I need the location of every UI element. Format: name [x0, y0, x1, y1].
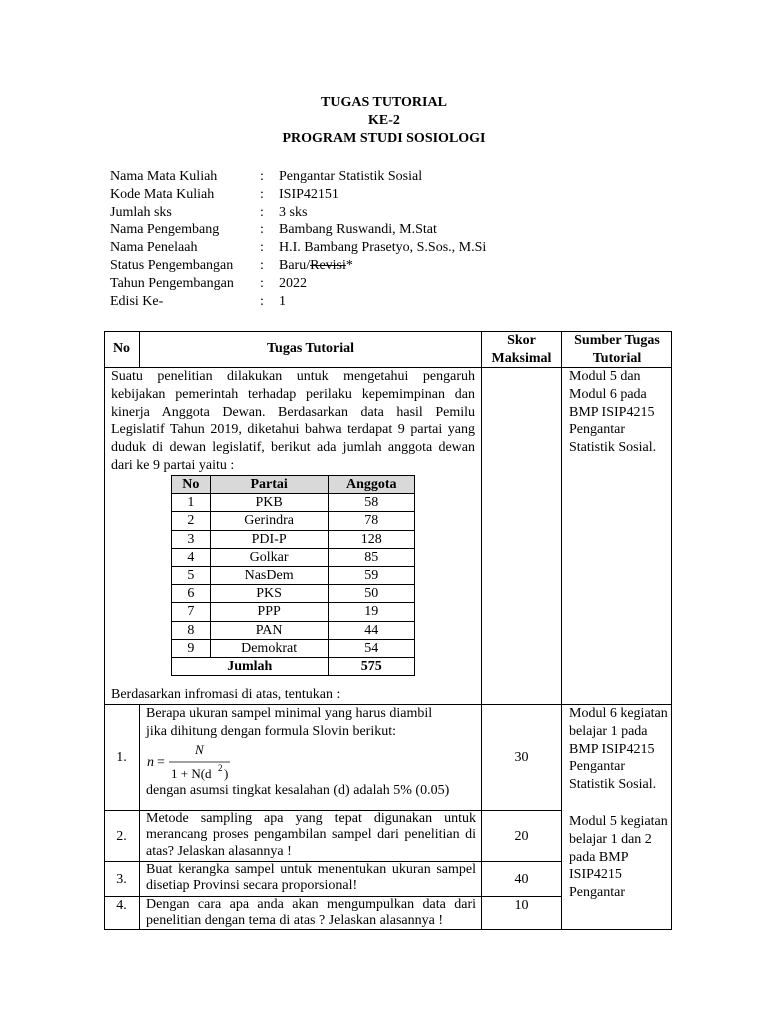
status-asterisk: *	[345, 257, 353, 273]
q1-text-line2: jika dihitung dengan formula Slovin berikut:	[146, 724, 397, 739]
q2-score: 20	[514, 829, 529, 844]
q3-text: Buat kerangka sampel untuk menentukan ukuran sampel disetiap Provinsi secara proporsional!	[146, 862, 476, 894]
info-key: Tahun Pengembangan	[110, 275, 234, 291]
cell-members: 54	[328, 639, 414, 657]
q234-source: Modul 5 kegiatan belajar 1 dan 2 pada BMP ISIP4215 Pengantar	[569, 814, 668, 901]
info-key: Jumlah sks	[110, 204, 172, 220]
cell-members: 59	[328, 566, 414, 584]
q1-text-line3: dengan asumsi tingkat kesalahan (d) adalah 5% (0.05)	[146, 783, 450, 798]
q4-number: 4.	[116, 898, 127, 913]
cell-party: PKB	[210, 494, 328, 512]
info-row	[110, 257, 486, 275]
table-row	[172, 494, 415, 512]
cell-no: 3	[172, 530, 211, 548]
header-no: No	[112, 341, 131, 356]
info-value	[279, 257, 486, 275]
cell-party: Golkar	[210, 548, 328, 566]
q1-text-line1: Berapa ukuran sampel minimal yang harus diambil	[146, 706, 433, 721]
table-row	[172, 566, 415, 584]
total-value: 575	[328, 657, 414, 675]
intro-paragraph: Suatu penelitian dilakukan untuk mengetahui pengaruh kebijakan pemerintah terhadap perilaku kepemimpinan dan kinerja Anggota Dewan. Berdasarkan data hasil Pemilu Legislatif Tahun 2019, diketahui bahwa terdapat 9 partai yang duduk di dewan legislatif, berikut ada jumlah anggota dewan dari ke 9 partai yaitu :	[111, 369, 475, 473]
info-row	[110, 204, 486, 222]
table-row	[172, 639, 415, 657]
cell-no: 1	[172, 494, 211, 512]
info-value: ISIP42151	[279, 186, 339, 202]
status-revision-struck: Revisi	[310, 257, 346, 273]
q1-number: 1.	[116, 750, 127, 765]
cell-no: 6	[172, 585, 211, 603]
info-value: 1	[279, 293, 286, 309]
info-row	[110, 275, 486, 293]
info-colon: :	[260, 186, 264, 202]
cell-no: 7	[172, 603, 211, 621]
header-score-line1: Skor	[507, 333, 536, 348]
info-value: 3 sks	[279, 204, 308, 220]
cell-no: 8	[172, 621, 211, 639]
info-value: H.I. Bambang Prasetyo, S.Sos., M.Si	[279, 240, 487, 256]
info-row	[110, 168, 486, 186]
formula-close-paren: )	[224, 766, 229, 781]
q1-source: Modul 6 kegiatan belajar 1 pada BMP ISIP4215 Pengantar Statistik Sosial.	[569, 706, 668, 793]
cell-party: Gerindra	[210, 512, 328, 530]
doc-subtitle: KE-2	[368, 113, 400, 128]
party-col-party: Partai	[210, 476, 328, 494]
info-key: Status Pengembangan	[110, 257, 234, 273]
info-colon: :	[260, 169, 264, 184]
party-col-no: No	[172, 476, 211, 494]
party-header-row	[172, 476, 415, 494]
cell-members: 78	[328, 512, 414, 530]
q4-score: 10	[514, 898, 529, 913]
info-colon: :	[260, 204, 264, 220]
info-value: Bambang Ruswandi, M.Stat	[279, 222, 437, 238]
cell-members: 85	[328, 548, 414, 566]
cell-members: 19	[328, 603, 414, 621]
party-col-members: Anggota	[328, 476, 414, 494]
cell-members: 128	[328, 530, 414, 548]
outro-text: Berdasarkan infromasi di atas, tentukan :	[111, 687, 341, 702]
info-colon: :	[260, 222, 264, 238]
total-label: Jumlah	[172, 657, 329, 675]
table-row	[172, 585, 415, 603]
cell-party: PDI-P	[210, 530, 328, 548]
info-colon: :	[260, 293, 264, 309]
header-source-line1: Sumber Tugas	[574, 333, 660, 348]
doc-program: PROGRAM STUDI SOSIOLOGI	[282, 131, 486, 146]
formula-equals: =	[157, 755, 165, 770]
cell-party: PKS	[210, 585, 328, 603]
info-row	[110, 186, 486, 204]
table-row	[172, 512, 415, 530]
cell-party: PAN	[210, 621, 328, 639]
q2-number: 2.	[116, 829, 127, 844]
course-info	[110, 168, 486, 310]
status-new: Baru/	[279, 257, 311, 273]
intro-source: Modul 5 dan Modul 6 pada BMP ISIP4215 Pengantar Statistik Sosial.	[569, 369, 657, 456]
info-row	[110, 221, 486, 239]
header-task: Tugas Tutorial	[266, 341, 355, 356]
cell-members: 58	[328, 494, 414, 512]
info-key: Nama Pengembang	[110, 222, 220, 238]
info-colon: :	[260, 275, 264, 291]
cell-no: 5	[172, 566, 211, 584]
info-colon: :	[260, 257, 264, 273]
party-table	[171, 475, 415, 676]
q4-text: Dengan cara apa anda akan mengumpulkan data dari penelitian dengan tema di atas ? Jelaskan alasannya !	[146, 897, 476, 929]
q3-score: 40	[514, 872, 529, 887]
table-row	[172, 530, 415, 548]
info-key: Edisi Ke-	[110, 293, 164, 309]
cell-party: PPP	[210, 603, 328, 621]
table-row	[172, 548, 415, 566]
formula-numerator: N	[195, 742, 204, 757]
cell-no: 2	[172, 512, 211, 530]
party-total-row	[172, 657, 415, 675]
info-row	[110, 293, 486, 311]
formula-denominator: 1 + N(d	[171, 766, 212, 781]
cell-no: 9	[172, 639, 211, 657]
cell-members: 50	[328, 585, 414, 603]
info-value: Pengantar Statistik Sosial	[279, 169, 423, 184]
table-row	[172, 621, 415, 639]
q3-number: 3.	[116, 872, 127, 887]
info-value: 2022	[279, 275, 307, 291]
info-key: Nama Mata Kuliah	[110, 169, 218, 184]
header-source-line2: Tutorial	[592, 351, 642, 366]
q1-score: 30	[514, 750, 529, 765]
q2-text: Metode sampling apa yang tepat digunakan untuk merancang proses pengambilan sampel dari penelitian di atas? Jelaskan alasannya !	[146, 811, 476, 859]
cell-no: 4	[172, 548, 211, 566]
table-rule	[561, 331, 562, 930]
info-colon: :	[260, 240, 264, 256]
cell-party: NasDem	[210, 566, 328, 584]
info-key: Nama Penelaah	[110, 240, 198, 256]
formula-exponent: 2	[218, 763, 223, 773]
table-row	[172, 603, 415, 621]
info-row	[110, 239, 486, 257]
doc-title: TUGAS TUTORIAL	[321, 95, 447, 110]
header-score-line2: Maksimal	[491, 351, 552, 366]
slovin-formula	[146, 742, 246, 784]
cell-party: Demokrat	[210, 639, 328, 657]
info-key: Kode Mata Kuliah	[110, 186, 215, 202]
cell-members: 44	[328, 621, 414, 639]
formula-lhs: n	[147, 755, 154, 770]
